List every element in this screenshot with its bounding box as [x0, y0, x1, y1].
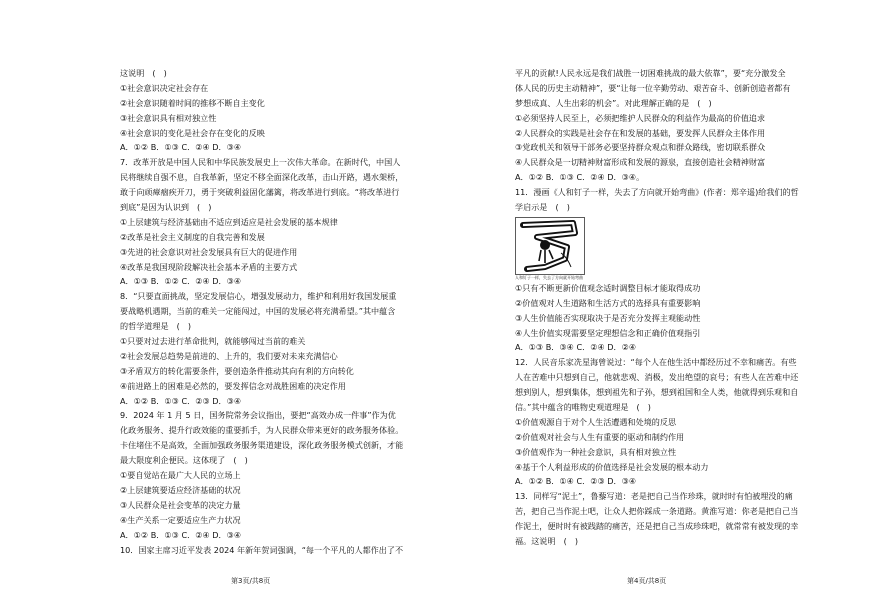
text-line: 9．2024 年 1 月 5 日，国务院常务会议指出，要把“高效办成一件事”作为优 [120, 410, 396, 421]
text-line: ③先进的社会意识对社会发展具有巨大的促进作用 [120, 246, 298, 257]
text-line: ③价值观作为一种社会意识，具有相对独立性 [515, 446, 677, 457]
text-line: 10．国家主席习近平发表 2024 年新年贺词强调，“每一个平凡的人都作出了不 [120, 544, 404, 555]
text-line: 敢于向顽瘴痼疾开刀，勇于突破利益固化藩篱，将改革进行到底。“将改革进行 [120, 187, 400, 198]
text-line: 的哲学道理是 ( ) [120, 321, 192, 332]
text-line: ②改革是社会主义制度的自我完善和发展 [120, 231, 265, 242]
text-line: ②上层建筑要适应经济基础的状况 [120, 484, 241, 495]
text-line: 学启示是 ( ) [515, 202, 570, 213]
text-line: 梦想成真、人生出彩的机会”。对此理解正确的是 ( ) [515, 97, 712, 108]
page-number-left: 第3页/共8页 [231, 577, 271, 585]
text-line: ②人民群众的实践是社会存在和发展的基础，要发挥人民群众主体作用 [515, 127, 766, 138]
text-line: ③矛盾双方的转化需要条件，要创造条件推动其向有利的方向转化 [120, 365, 354, 376]
text-line: 苦，把自己当作泥土吧，让众人把你踩成一条道路。黄淮写道：你老是把自己当 [515, 506, 799, 517]
text-line: ①必须坚持人民至上，必须把维护人民群众的利益作为最高的价值追求 [515, 112, 766, 123]
text-line: ③人民群众是社会变革的决定力量 [120, 499, 241, 510]
text-line: ②价值观对社会与人生有重要的驱动和制约作用 [515, 431, 685, 442]
page-number-right: 第4页/共8页 [627, 577, 667, 585]
text-line: 想到别人，想到集体，想到祖先和子孙，想到祖国和全人类，他就得到乐观和自 [515, 387, 799, 398]
text-line: 信。”其中蕴含的唯物史观道理是 ( ) [515, 402, 651, 413]
text-line: 人在苦难中只想到自己，他就悲观、消极，发出绝望的哀号；有些人在苦难中还 [515, 372, 799, 383]
cartoon-drawing [515, 217, 585, 275]
text-line: 这说明 ( ) [120, 68, 167, 78]
text-line: ①要自觉站在最广大人民的立场上 [120, 470, 241, 481]
text-line: 12．人民音乐家冼星海曾说过：“每个人在他生活中都经历过不幸和痛苦。有些 [515, 357, 797, 368]
text-line: A．①③ B．③④ C．②④ D．②④ [515, 342, 637, 353]
text-line: A．①② B．①③ C．②④ D．③④ [120, 529, 242, 540]
text-line: ④人民群众是一切精神财富形成和发展的源泉，直接创造社会精神财富 [515, 157, 766, 168]
text-line: ③社会意识具有相对独立性 [120, 112, 217, 123]
text-line: 作泥土，便时时有被践踏的痛苦，还是把自己当成珍珠吧，就常常有被发现的幸 [515, 521, 799, 532]
text-line: ①上层建筑与经济基础由不适应到适应是社会发展的基本规律 [120, 216, 338, 227]
text-line: A．①② B．①③ C．②③ D．③④ [120, 395, 242, 406]
text-line: ①只有不断更新价值观念适时调整目标才能取得成功 [515, 282, 701, 293]
text-line: ①只要对过去进行革命批判，就能够闯过当前的难关 [120, 336, 306, 347]
right-bottom-text [515, 281, 855, 549]
text-line: ④前进路上的困难是必然的，要发挥信念对战胜困难的决定作用 [120, 380, 346, 391]
text-line: ②社会意识随着时间的推移不断自主变化 [120, 97, 265, 108]
text-line: 民将继续自强不息，自我革新，坚定不移全面深化改革，击山开路，遇水架桥， [120, 172, 404, 183]
text-line: ④改革是我国现阶段解决社会基本矛盾的主要方式 [120, 261, 298, 272]
text-line: A．①② B．①④ C．②③ D．③④ [515, 476, 637, 487]
cartoon-image [515, 217, 585, 279]
text-line: ②社会发展总趋势是前进的、上升的，我们要对未来充满信心 [120, 350, 338, 361]
text-line: 体人民的历史主动精神”，要“让每一位辛勤劳动、艰苦奋斗、创新创造者都有 [515, 82, 791, 93]
right-top-text [515, 66, 855, 215]
text-line: 卡住堵住不是高效，全面加强政务服务渠道建设，深化政务服务模式创新，才能 [120, 440, 404, 451]
text-line: 11．漫画《人和钉子一样，失去了方向就开始弯曲》(作者：郑辛遥)给我们的哲 [515, 187, 799, 198]
text-line: 平凡的贡献!人民永远是我们战胜一切困难挑战的最大依靠”，要“充分激发全 [515, 68, 786, 78]
text-line: ④人生价值实现需要坚定理想信念和正确价值观指引 [515, 327, 701, 338]
text-line: ③党政机关和领导干部务必要坚持群众观点和群众路线，密切联系群众 [515, 142, 766, 153]
text-line: 化政务服务、提升行政效能的重要抓手，为人民群众带来更好的政务服务体验。 [120, 425, 404, 436]
text-line: 要战略机遇期，当前的难关一定能闯过，中国的发展必将充满希望。”其中蕴含 [120, 306, 396, 317]
text-line: 最大限度利企便民。这体现了 ( ) [120, 455, 248, 466]
text-line: ③人生价值能否实现取决于是否充分发挥主观能动性 [515, 312, 701, 323]
left-page-column [120, 66, 460, 557]
text-line: A．①③ B．①② C．②④ D．③④ [120, 276, 242, 287]
text-line: ①价值观源自于对个人生活遭遇和处境的反思 [515, 416, 677, 427]
text-line: 13．同样写“泥土”，鲁藜写道：老是把自己当作珍珠，就时时有怕被埋没的痛 [515, 491, 793, 502]
text-line: A．①② B．①③ C．②④ D．③④ [120, 142, 242, 153]
text-line: 福。这说明 ( ) [515, 536, 578, 547]
text-line: ④基于个人利益形成的价值选择是社会发展的根本动力 [515, 461, 709, 472]
text-line: ②价值观对人生道路和生活方式的选择具有重要影响 [515, 297, 701, 308]
text-line: 7．改革开放是中国人民和中华民族发展史上一次伟大革命。在新时代，中国人 [120, 157, 401, 168]
text-line: ④生产关系一定要适应生产力状况 [120, 514, 241, 525]
text-line: 到底”是因为认识到 ( ) [120, 202, 212, 213]
text-line: 8．“只要直面挑战，坚定发展信心，增强发展动力，维护和利用好我国发展重 [120, 291, 397, 302]
right-page-column [515, 66, 855, 549]
text-line: ①社会意识决定社会存在 [120, 82, 209, 93]
text-line: ④社会意识的变化是社会存在变化的反映 [120, 127, 265, 138]
text-line: A．①② B．①③ C．②④ D．③④。 [515, 172, 645, 183]
cartoon-caption: 人和钉子一样，失去了方向就开始弯曲 [515, 274, 583, 280]
